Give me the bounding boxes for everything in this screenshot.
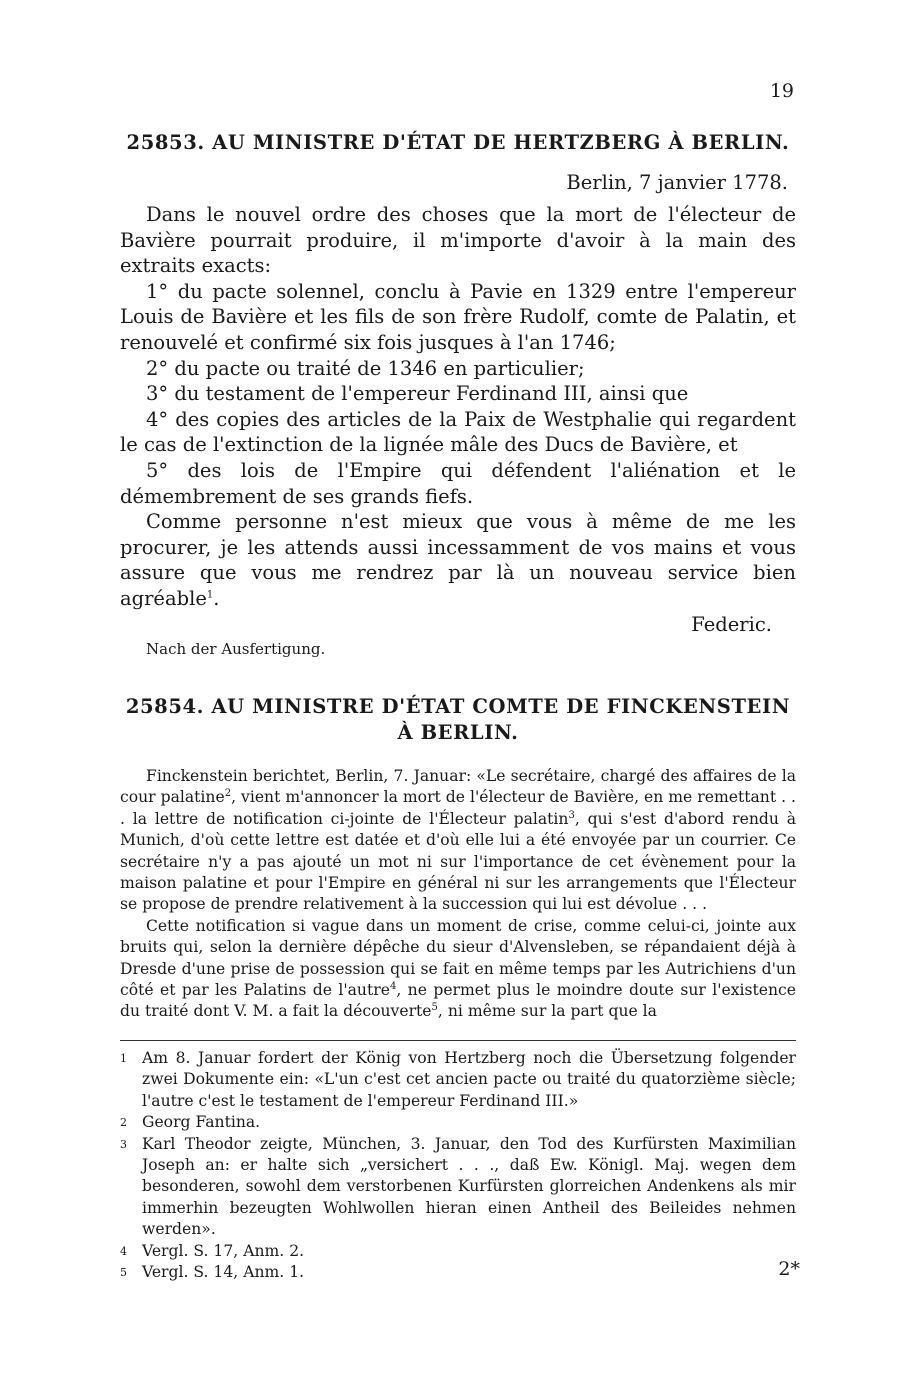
footnote-mark: 1 xyxy=(120,1052,127,1065)
footnote-text: Vergl. S. 14, Anm. 1. xyxy=(142,1263,305,1282)
closing-text: Comme personne n'est mieux que vous à même de me les procurer, je les attends aussi incessamment de vos mains et vous assure que vous me rendrez par là un nouveau service bien agréable xyxy=(120,510,796,610)
footnote-ref[interactable]: 2 xyxy=(224,788,232,800)
footnote-text: Karl Theodor zeigte, München, 3. Januar, den Tod des Kurfürsten Maximilian Joseph an: er halte sich „versichert . . ., daß Ew. Königl. Maj. wegen dem besonderen, sowohl dem verstorbenen Kurfürsten glorreichen Andenkens als mir immerhin bezeugten Wohlwollen hieran einen Antheil des Beileides nehmen werden». xyxy=(142,1134,796,1239)
letter-25853 xyxy=(120,130,796,660)
dateline: Berlin, 7 janvier 1778. xyxy=(566,171,788,194)
footnote xyxy=(120,1112,796,1133)
footnotes xyxy=(120,1048,796,1283)
letter-heading: 25853. AU MINISTRE D'ÉTAT DE HERTZBERG À BERLIN. xyxy=(126,131,790,154)
summary-paragraph xyxy=(120,766,796,916)
footnote-ref[interactable]: 1 xyxy=(206,589,214,601)
summary-text: , ni même sur la part que la xyxy=(437,1002,657,1021)
letter-paragraph: Dans le nouvel ordre des choses que la mort de l'électeur de Bavière pourrait produire, il m'importe d'avoir à la main des extraits exacts: xyxy=(120,203,796,278)
letter-paragraph: 2° du pacte ou traité de 1346 en particulier; xyxy=(146,356,585,380)
summary-body xyxy=(120,766,796,1023)
footnote xyxy=(120,1048,796,1112)
summary-text: Cette notification si vague dans un moment de crise, comme celui-ci, jointe aux bruits qui, selon la dernière dépêche du sieur d'Alvensleben, se répandaient déjà à Dresde d'une prise de possession qui se fait en même temps par les Autrichiens d'un côté et par les Palatins de l'autre xyxy=(120,916,796,1000)
letter-paragraph: 4° des copies des articles de la Paix de Westphalie qui regardent le cas de l'extinction de la lignée mâle des Ducs de Bavière, et xyxy=(120,407,796,457)
summary-text: Finckenstein berichtet, Berlin, 7. Januar: «Le secrétaire, chargé des affaires de la cour palatine xyxy=(120,767,796,807)
footnote-mark: 3 xyxy=(120,1137,127,1151)
footnote-divider xyxy=(120,1040,796,1041)
footnote-ref[interactable]: 3 xyxy=(568,809,575,821)
footnote-mark: 2 xyxy=(120,1116,127,1130)
letter-paragraph: 5° des lois de l'Empire qui défendent l'aliénation et le démembrement de ses grands fiefs. xyxy=(120,458,796,508)
letter-paragraph: 3° du testament de l'empereur Ferdinand III, ainsi que xyxy=(146,382,689,406)
source-note: Nach der Ausfertigung. xyxy=(146,639,326,658)
letter-body xyxy=(120,202,796,612)
signature-mark: 2* xyxy=(778,1258,800,1280)
footnote-ref[interactable]: 4 xyxy=(389,980,397,992)
footnote-text: Vergl. S. 17, Anm. 2. xyxy=(142,1241,305,1260)
summary-paragraph xyxy=(120,916,796,1023)
summary-text: , ne permet plus le moindre doute sur l'existence du traité dont V. M. a fait la découverte xyxy=(120,981,797,1021)
page-number: 19 xyxy=(769,80,794,102)
footnote-text: Georg Fantina. xyxy=(142,1113,261,1132)
heading-line: À BERLIN. xyxy=(397,721,519,744)
summary-text: , qui s'est d'abord rendu à Munich, d'où cette lettre est datée et d'où elle lui a été envoyée par un courrier. Ce secrétaire n'y a pas ajouté un mot ni sur l'importance de cet évènement pour la maison palatine et pour l'Empire en général ni sur les arrangements que l'Électeur se propose de prendre relativement à la succession qui lui est dévolue . . . xyxy=(120,809,796,914)
letter-paragraph xyxy=(120,509,796,611)
footnote xyxy=(120,1262,796,1283)
summary-text: , vient m'annoncer la mort de l'électeur de Bavière, en me remettant . . . la lettre de notification ci-jointe de l'Électeur palatin xyxy=(120,788,796,828)
footnote xyxy=(120,1241,796,1262)
footnote xyxy=(120,1134,796,1241)
footnote-mark: 5 xyxy=(120,1266,127,1280)
closing-end: . xyxy=(213,586,220,610)
footnote-ref[interactable]: 5 xyxy=(431,1002,438,1014)
heading-line: 25854. AU MINISTRE D'ÉTAT COMTE DE FINCKENSTEIN xyxy=(125,695,791,718)
signature: Federic. xyxy=(691,612,772,636)
letter-paragraph: 1° du pacte solennel, conclu à Pavie en 1329 entre l'empereur Louis de Bavière et les fils de son frère Rudolf, comte de Palatin, et renouvelé et confirmé six fois jusques à l'an 1746; xyxy=(120,279,796,354)
footnote-mark: 4 xyxy=(120,1244,127,1258)
footnote-text: Am 8. Januar fordert der König von Hertzberg noch die Übersetzung folgender zwei Dokumente ein: «L'un c'est cet ancien pacte ou traité du quatorzième siècle; l'autre c'est le testament de l'empereur Ferdinand III.» xyxy=(142,1049,796,1110)
letter-heading xyxy=(120,694,796,746)
letter-25854 xyxy=(120,694,796,1023)
